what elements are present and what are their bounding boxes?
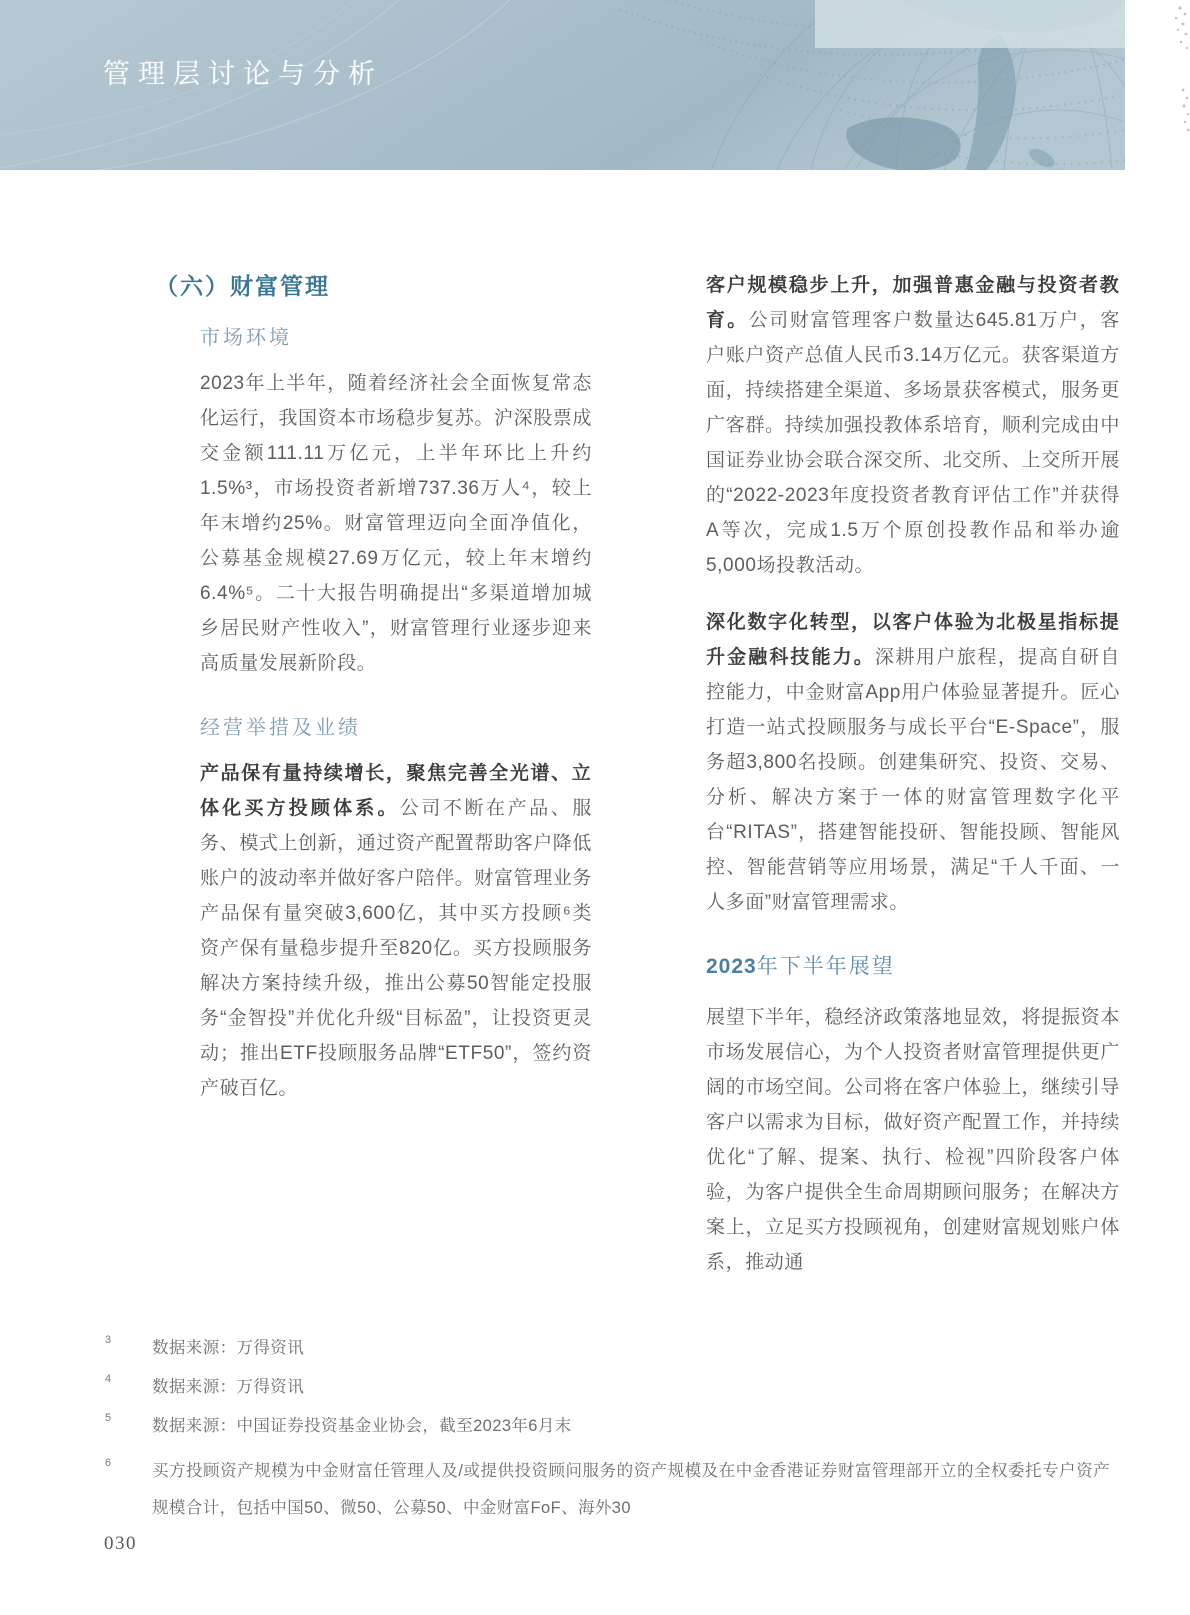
footnote-4-text: 数据来源：万得资讯	[152, 1378, 305, 1396]
corner-map-fragment-decoration	[1128, 0, 1190, 150]
right-column	[706, 268, 1120, 1280]
subheading-market-environment: 市场环境	[200, 327, 292, 349]
outlook-rest: 年下半年展望	[756, 955, 895, 978]
footnote-3	[105, 1330, 1110, 1367]
page-number: 030	[104, 1533, 137, 1554]
paragraph-market-environment: 2023年上半年，随着经济社会全面恢复常态化运行，我国资本市场稳步复苏。沪深股票成交金额111.11万亿元，上半年环比上升约1.5%³，市场投资者新增737.36万人⁴，较上年末增约25%。财富管理迈向全面净值化，公募基金规模27.69万亿元，较上年末增约6.4%⁵。二十大报告明确提出“多渠道增加城乡居民财产性收入”，财富管理行业逐步迎来高质量发展新阶段。	[200, 373, 593, 674]
paragraph-digital-transformation	[706, 605, 1120, 920]
paragraph-product-holdings-text: 公司不断在产品、服务、模式上创新，通过资产配置帮助客户降低账户的波动率并做好客户陪伴。财富管理业务产品保有量突破3,600亿，其中买方投顾⁶类资产保有量稳步提升至820亿。买方投顾服务解决方案持续升级，推出公募50智能定投服务“金智投”并优化升级“目标盈”，让投资更灵动；推出ETF投顾服务品牌“ETF50”，签约资产破百亿。	[200, 798, 593, 1099]
footnote-4-number: 4	[105, 1373, 112, 1385]
footnote-6	[105, 1453, 1110, 1527]
footnote-5	[105, 1408, 1110, 1445]
footnote-3-number: 3	[105, 1334, 112, 1346]
footnote-6-text: 买方投顾资产规模为中金财富任管理人及/或提供投资顾问服务的资产规模及在中金香港证券财富管理部开立的全权委托专户资产规模合计，包括中国50、微50、公募50、中金财富FoF、海外30	[152, 1462, 1110, 1517]
paragraph-digital-transformation-text: 深耕用户旅程，提高自研自控能力，中金财富App用户体验显著提升。匠心打造一站式投顾服务与成长平台“E-Space”，服务超3,800名投顾。创建集研究、投资、交易、分析、解决方案于一体的财富管理数字化平台“RITAS”，搭建智能投研、智能投顾、智能风控、智能营销等应用场景，满足“千人千面、一人多面”财富管理需求。	[706, 647, 1120, 913]
left-column	[155, 268, 592, 1106]
page-header	[0, 0, 1125, 170]
footnote-6-number: 6	[105, 1457, 112, 1469]
subheading-operations-and-results: 经营举措及业绩	[200, 717, 361, 739]
paragraph-outlook: 展望下半年，稳经济政策落地显效，将提振资本市场发展信心，为个人投资者财富管理提供更广阔的市场空间。公司将在客户体验上，继续引导客户以需求为目标，做好资产配置工作，并持续优化“了解、提案、执行、检视”四阶段客户体验，为客户提供全生命周期顾问服务；在解决方案上，立足买方投顾视角，创建财富规划账户体系，推动通	[706, 1007, 1120, 1273]
section-heading-wealth-management: （六）财富管理	[155, 273, 330, 299]
paragraph-product-holdings	[200, 756, 592, 1106]
footnote-5-number: 5	[105, 1412, 112, 1424]
chapter-title: 管理层讨论与分析	[103, 59, 383, 89]
paragraph-client-scale-text: 公司财富管理客户数量达645.81万户，客户账户资产总值人民币3.14万亿元。获客渠道方面，持续搭建全渠道、多场景获客模式，服务更广客群。持续加强投教体系培育，顺利完成由中国证券业协会联合深交所、北交所、上交所开展的“2022-2023年度投资者教育评估工作”并获得A等次，完成1.5万个原创投教作品和举办逾5,000场投教活动。	[706, 310, 1121, 576]
paragraph-digital-transformation-lead: 深化数字化转型，以客户体验为北极星指标提升金融科技能力。	[706, 612, 1120, 668]
left-column-body	[200, 321, 592, 1106]
subheading-h2-2023-outlook	[706, 950, 1120, 980]
paragraph-client-scale	[706, 268, 1120, 583]
paragraph-product-holdings-lead: 产品保有量持续增长，聚焦完善全光谱、立体化买方投顾体系。	[200, 763, 592, 819]
footnote-4	[105, 1369, 1110, 1406]
footnotes	[105, 1330, 1110, 1529]
paragraph-client-scale-lead: 客户规模稳步上升，加强普惠金融与投资者教育。	[706, 275, 1120, 331]
footnote-3-text: 数据来源：万得资讯	[152, 1339, 305, 1357]
footnote-5-text: 数据来源：中国证券投资基金业协会，截至2023年6月末	[152, 1417, 572, 1435]
outlook-year: 2023	[706, 955, 757, 978]
